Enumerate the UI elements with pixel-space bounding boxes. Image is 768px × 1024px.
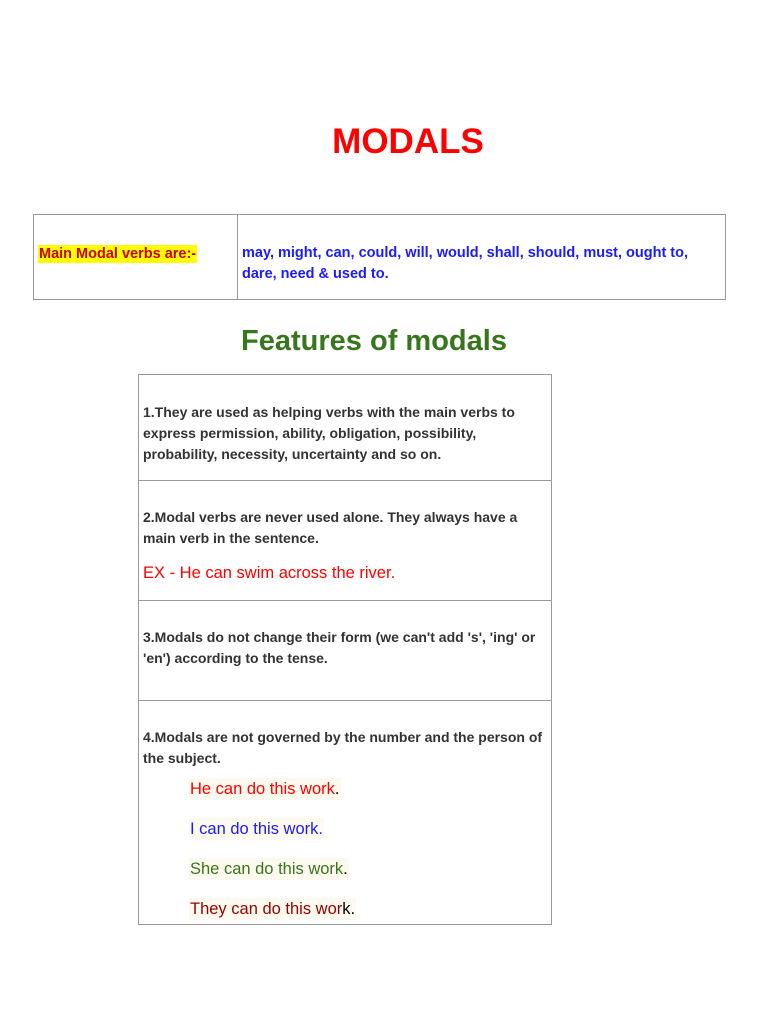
example-sentence-i <box>189 818 324 840</box>
feature-row-1 <box>139 375 551 481</box>
feature-3-text: 3.Modals do not change their form (we can't add 's', 'ing' or 'en') according to the tense. <box>143 629 536 666</box>
modal-verbs-list: may, might, can, could, will, would, shall, should, must, ought to, dare, need & used to. <box>242 245 689 282</box>
features-table <box>138 374 552 925</box>
example-sentence-she <box>189 858 349 880</box>
example-they-text: They can do this wor <box>190 900 343 918</box>
example-sentence-he <box>189 778 341 800</box>
modal-verbs-label: Main Modal verbs are:- <box>39 246 197 262</box>
example-he-text: He can do this work <box>190 780 335 798</box>
example-they-end: k. <box>342 900 356 918</box>
example-i-text: I can do this work. <box>190 820 323 838</box>
table-divider <box>237 215 238 299</box>
feature-2-text: 2.Modal verbs are never used alone. They always have a main verb in the sentence. <box>143 509 518 546</box>
example-he-end: . <box>334 780 340 798</box>
feature-row-2 <box>139 480 551 601</box>
example-sentence-they <box>189 898 356 920</box>
features-heading: Features of modals <box>241 325 507 357</box>
page-title: MODALS <box>332 122 484 161</box>
example-she-text: She can do this work <box>190 860 344 878</box>
feature-4-text: 4.Modals are not governed by the number and the person of the subject. <box>143 729 543 766</box>
feature-2-example: EX - He can swim across the river. <box>143 564 396 582</box>
example-she-end: . <box>343 860 348 878</box>
feature-row-3 <box>139 600 551 701</box>
feature-1-text: 1.They are used as helping verbs with the main verbs to express permission, ability, obligation, possibility, probability, necessity, uncertainty and so on. <box>143 404 515 462</box>
feature-row-4 <box>139 700 551 924</box>
modal-verbs-table <box>33 214 726 300</box>
